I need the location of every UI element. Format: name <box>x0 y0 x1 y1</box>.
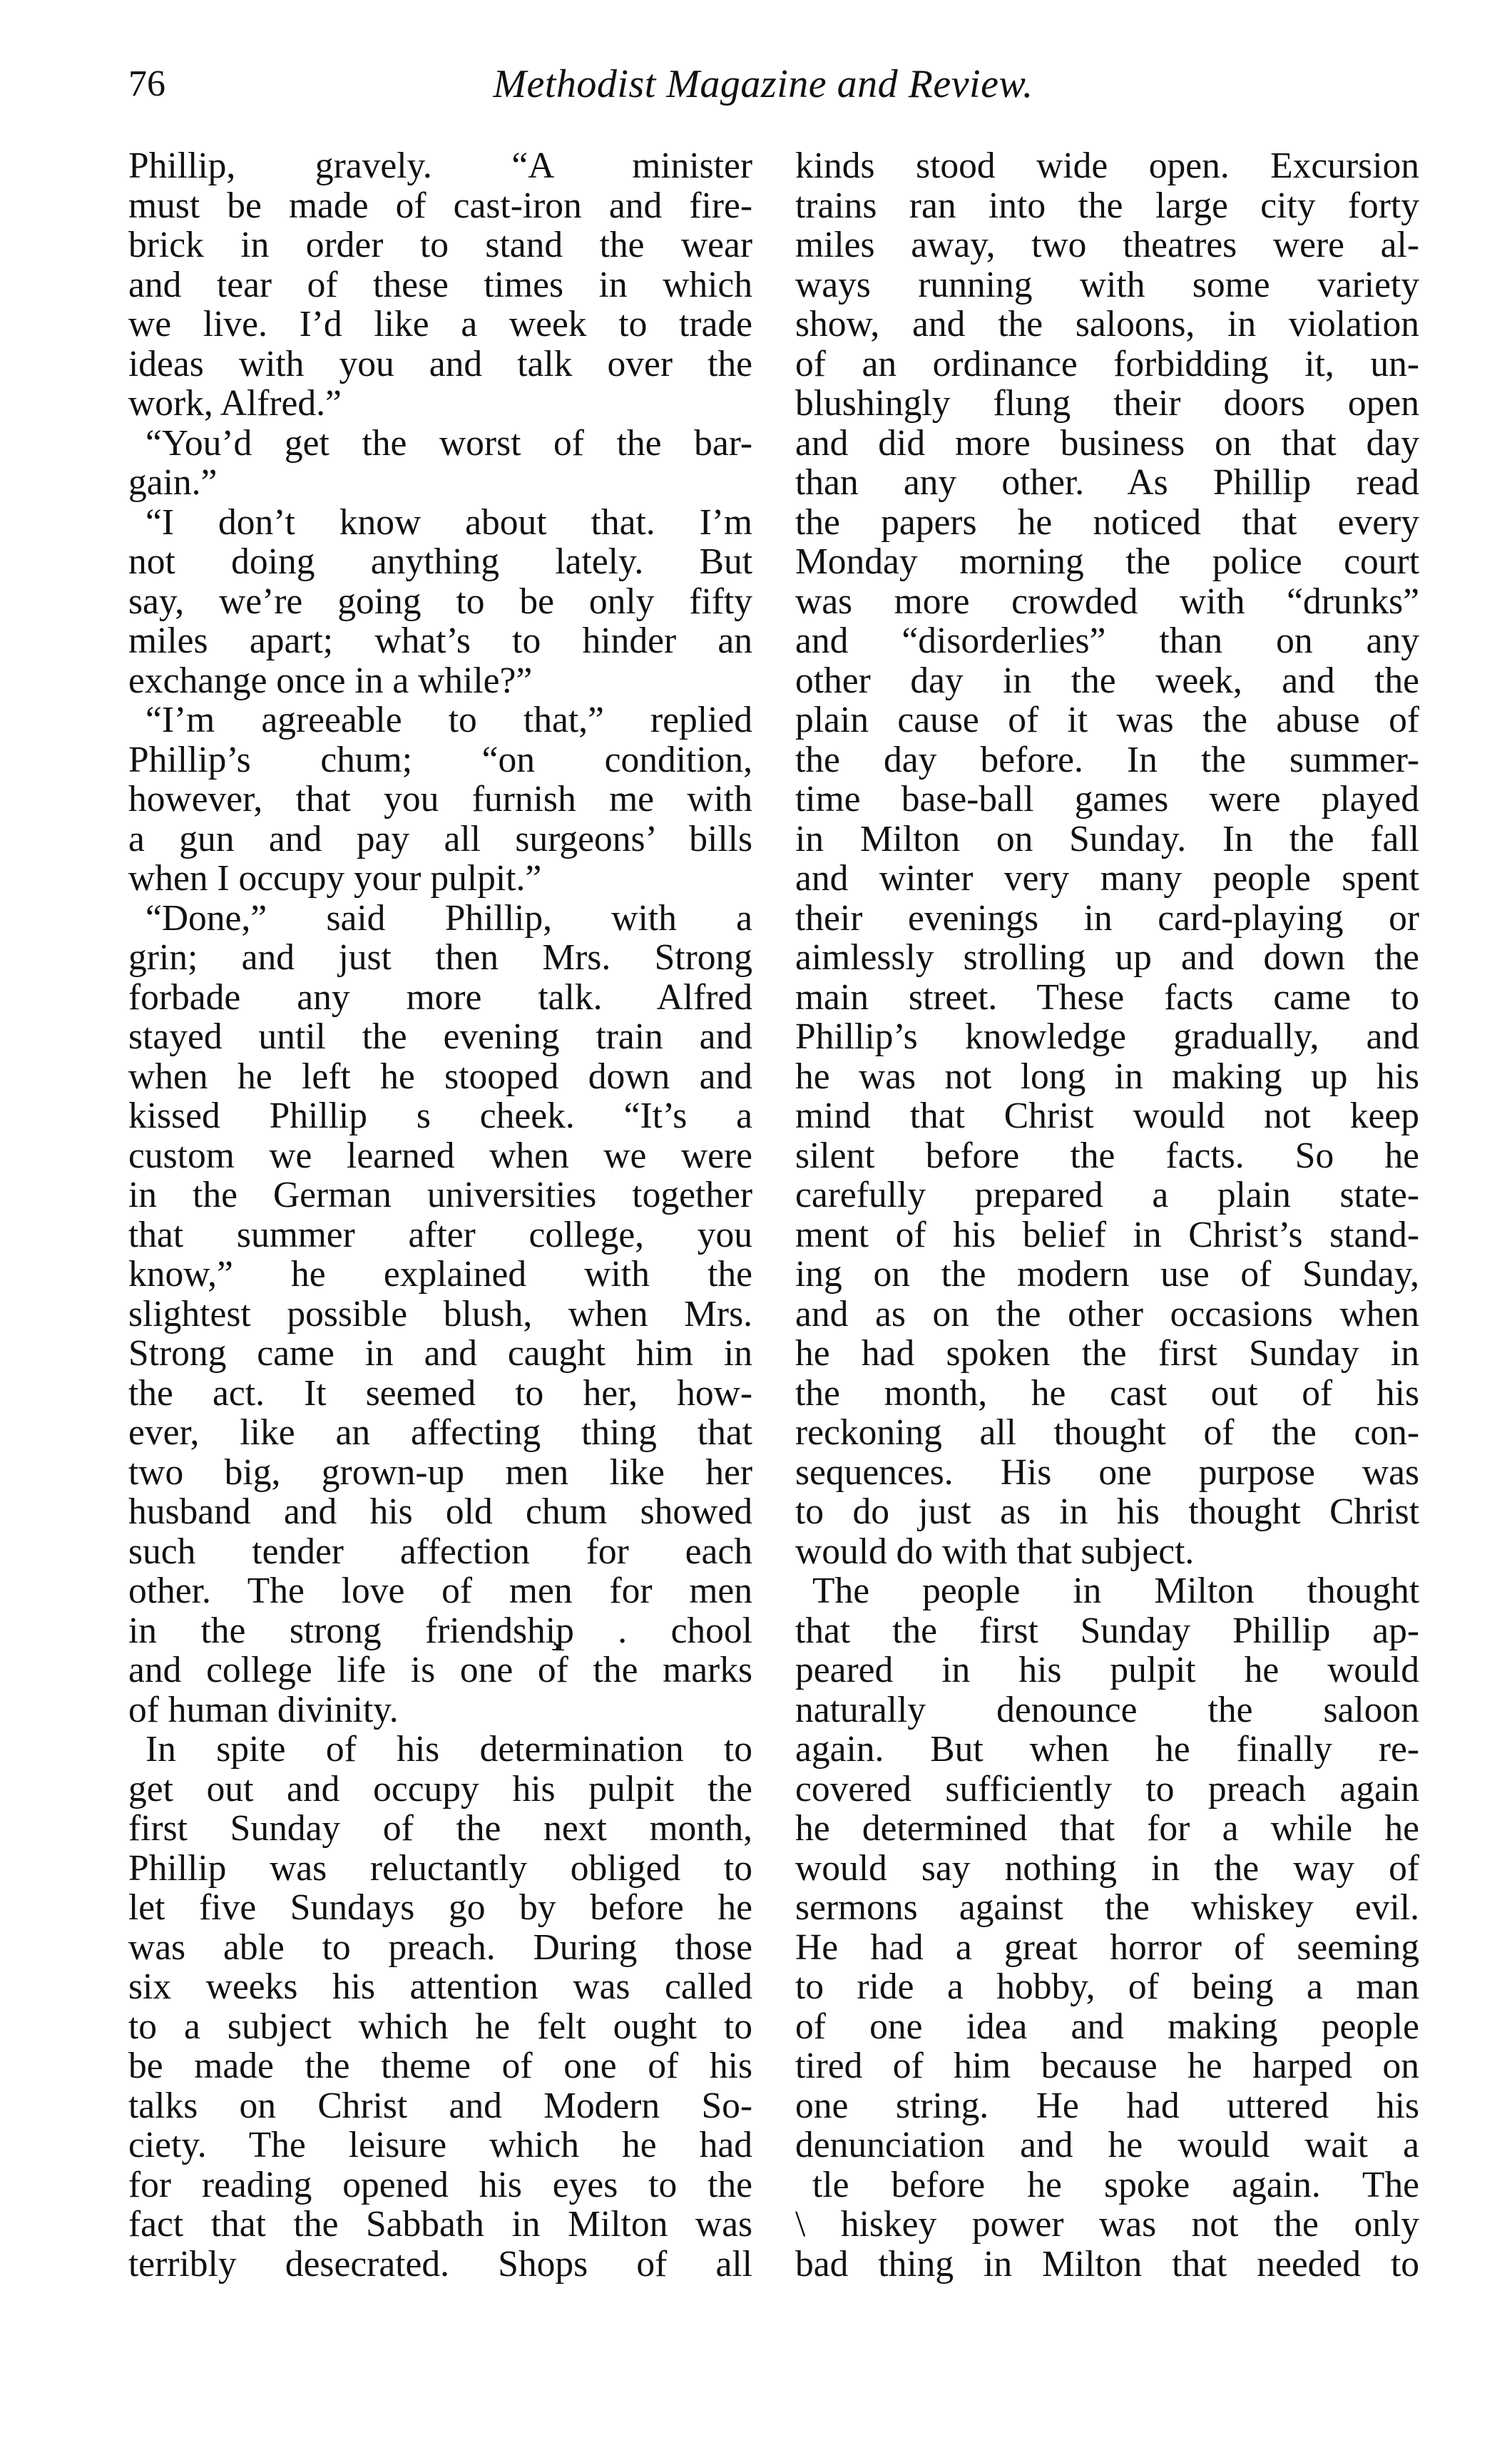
text-line: ideas with you and talk over the <box>128 344 752 384</box>
text-line: The people in Milton thought <box>812 1571 1419 1611</box>
text-line: not doing anything lately. But <box>128 542 752 582</box>
text-line: peared in his pulpit he would <box>795 1650 1419 1690</box>
text-line: to a subject which he felt ought to <box>128 2006 752 2046</box>
text-line: in Milton on Sunday. In the fall <box>795 819 1419 859</box>
text-line: we live. I’d like a week to trade <box>128 305 752 344</box>
text-line: of human divinity. <box>128 1690 399 1730</box>
text-line: Phillip was reluctantly obliged to <box>128 1848 752 1888</box>
text-line: he determined that for a while he <box>795 1809 1419 1849</box>
text-line: “I don’t know about that. I’m <box>145 502 752 542</box>
text-line: kinds stood wide open. Excursion <box>795 146 1419 186</box>
text-line: ways running with some variety <box>795 265 1419 305</box>
text-line: reckoning all thought of the con- <box>795 1413 1419 1453</box>
text-line: two big, grown-up men like her <box>128 1452 752 1492</box>
text-line: “I’m agreeable to that,” replied <box>145 700 752 740</box>
right-text-column <box>795 146 1419 2284</box>
text-line: Phillip’s knowledge gradually, and <box>795 1017 1419 1057</box>
text-line: show, and the saloons, in violation <box>795 305 1419 344</box>
text-line: ever, like an affecting thing that <box>128 1413 752 1453</box>
text-line: grin; and just then Mrs. Strong <box>128 938 752 978</box>
text-line: Monday morning the police court <box>795 542 1419 582</box>
left-text-column <box>128 146 752 2284</box>
text-line: and tear of these times in which <box>128 265 752 305</box>
text-line: again. But when he finally re- <box>795 1730 1419 1770</box>
text-line: trains ran into the large city forty <box>795 185 1419 225</box>
text-line: a gun and pay all surgeons’ bills <box>128 819 752 859</box>
text-line: was able to preach. During those <box>128 1927 752 1967</box>
text-line: plain cause of it was the abuse of <box>795 700 1419 740</box>
text-line: to do just as in his thought Christ <box>795 1492 1419 1532</box>
text-line: would do with that subject. <box>795 1531 1195 1571</box>
text-line: was more crowded with “drunks” <box>795 581 1419 621</box>
text-line: their evenings in card-playing or <box>795 898 1419 938</box>
text-line: the papers he noticed that every <box>795 502 1419 542</box>
text-line: main street. These facts came to <box>795 977 1419 1017</box>
text-line: first Sunday of the next month, <box>128 1809 752 1849</box>
text-line: tle before he spoke again. The <box>812 2165 1419 2205</box>
text-line: mind that Christ would not keep <box>795 1096 1419 1136</box>
text-line: denunciation and he would wait a <box>795 2125 1419 2165</box>
text-line: that summer after college, you <box>128 1215 752 1255</box>
text-line: naturally denounce the saloon <box>795 1690 1419 1730</box>
text-line: “Done,” said Phillip, with a <box>145 898 752 938</box>
text-line: other day in the week, and the <box>795 660 1419 700</box>
text-line: however, that you furnish me with <box>128 780 752 820</box>
page-number: 76 <box>128 63 165 104</box>
text-line: when he left he stooped down and <box>128 1056 752 1096</box>
text-line: be made the theme of one of his <box>128 2046 752 2086</box>
text-line: and college life is one of the marks <box>128 1650 752 1690</box>
page-header <box>128 56 1398 113</box>
running-title: Methodist Magazine and Review. <box>493 62 1033 106</box>
text-line: in the strong friendshi̧p . chool <box>128 1610 752 1650</box>
text-line: of an ordinance forbidding it, un- <box>795 344 1419 384</box>
text-line: gain.” <box>128 463 218 503</box>
text-line: say, we’re going to be only fifty <box>128 581 752 621</box>
text-line: than any other. As Phillip read <box>795 463 1419 503</box>
text-line: he was not long in making up his <box>795 1056 1419 1096</box>
text-line: such tender affection for each <box>128 1531 752 1571</box>
text-line: of one idea and making people <box>795 2006 1419 2046</box>
text-line: custom we learned when we were <box>128 1135 752 1175</box>
text-line: when I occupy your pulpit.” <box>128 859 542 899</box>
text-line: In spite of his determination to <box>145 1730 752 1770</box>
text-line: miles away, two theatres were al- <box>795 225 1419 265</box>
text-line: carefully prepared a plain state- <box>795 1175 1419 1215</box>
text-line: fact that the Sabbath in Milton was <box>128 2205 752 2245</box>
text-line: brick in order to stand the wear <box>128 225 752 265</box>
text-line: the act. It seemed to her, how- <box>128 1373 752 1413</box>
text-line: the month, he cast out of his <box>795 1373 1419 1413</box>
text-line: would say nothing in the way of <box>795 1848 1419 1888</box>
text-line: and as on the other occasions when <box>795 1294 1419 1334</box>
text-line: \ hiskey power was not the only <box>795 2205 1419 2245</box>
text-line: He had a great horror of seeming <box>795 1927 1419 1967</box>
text-line: to ride a hobby, of being a man <box>795 1967 1419 2007</box>
text-line: he had spoken the first Sunday in <box>795 1334 1419 1374</box>
text-line: that the first Sunday Phillip ap- <box>795 1610 1419 1650</box>
text-line: and winter very many people spent <box>795 859 1419 899</box>
text-line: get out and occupy his pulpit the <box>128 1769 752 1809</box>
text-line: kissed Phillip s cheek. “It’s a <box>128 1096 752 1136</box>
text-line: ciety. The leisure which he had <box>128 2125 752 2165</box>
text-line: must be made of cast-iron and fire- <box>128 185 752 225</box>
text-line: ment of his belief in Christ’s stand- <box>795 1215 1419 1255</box>
text-line: in the German universities together <box>128 1175 752 1215</box>
text-line: husband and his old chum showed <box>128 1492 752 1532</box>
text-line: silent before the facts. So he <box>795 1135 1419 1175</box>
text-line: one string. He had uttered his <box>795 2086 1419 2125</box>
text-line: blushingly flung their doors open <box>795 384 1419 424</box>
text-line: sermons against the whiskey evil. <box>795 1888 1419 1928</box>
text-line: terribly desecrated. Shops of all <box>128 2244 752 2284</box>
text-line: Phillip, gravely. “A minister <box>128 146 752 186</box>
text-line: exchange once in a while?” <box>128 660 533 700</box>
text-line: “You’d get the worst of the bar- <box>145 423 752 463</box>
text-line: and did more business on that day <box>795 423 1419 463</box>
text-line: Strong came in and caught him in <box>128 1334 752 1374</box>
text-line: talks on Christ and Modern So- <box>128 2086 752 2125</box>
text-line: sequences. His one purpose was <box>795 1452 1419 1492</box>
text-line: covered sufficiently to preach again <box>795 1769 1419 1809</box>
text-line: for reading opened his eyes to the <box>128 2165 752 2205</box>
text-line: aimlessly strolling up and down the <box>795 938 1419 978</box>
text-line: slightest possible blush, when Mrs. <box>128 1294 752 1334</box>
text-line: the day before. In the summer- <box>795 740 1419 780</box>
text-line: six weeks his attention was called <box>128 1967 752 2007</box>
text-line: work, Alfred.” <box>128 384 342 424</box>
text-line: bad thing in Milton that needed to <box>795 2244 1419 2284</box>
text-line: tired of him because he harped on <box>795 2046 1419 2086</box>
text-line: time base-ball games were played <box>795 780 1419 820</box>
text-line: know,” he explained with the <box>128 1255 752 1295</box>
text-line: ing on the modern use of Sunday, <box>795 1255 1419 1295</box>
text-line: miles apart; what’s to hinder an <box>128 621 752 661</box>
text-line: and “disorderlies” than on any <box>795 621 1419 661</box>
text-line: let five Sundays go by before he <box>128 1888 752 1928</box>
text-line: Phillip’s chum; “on condition, <box>128 740 752 780</box>
text-line: stayed until the evening train and <box>128 1017 752 1057</box>
text-line: forbade any more talk. Alfred <box>128 977 752 1017</box>
text-line: other. The love of men for men <box>128 1571 752 1611</box>
